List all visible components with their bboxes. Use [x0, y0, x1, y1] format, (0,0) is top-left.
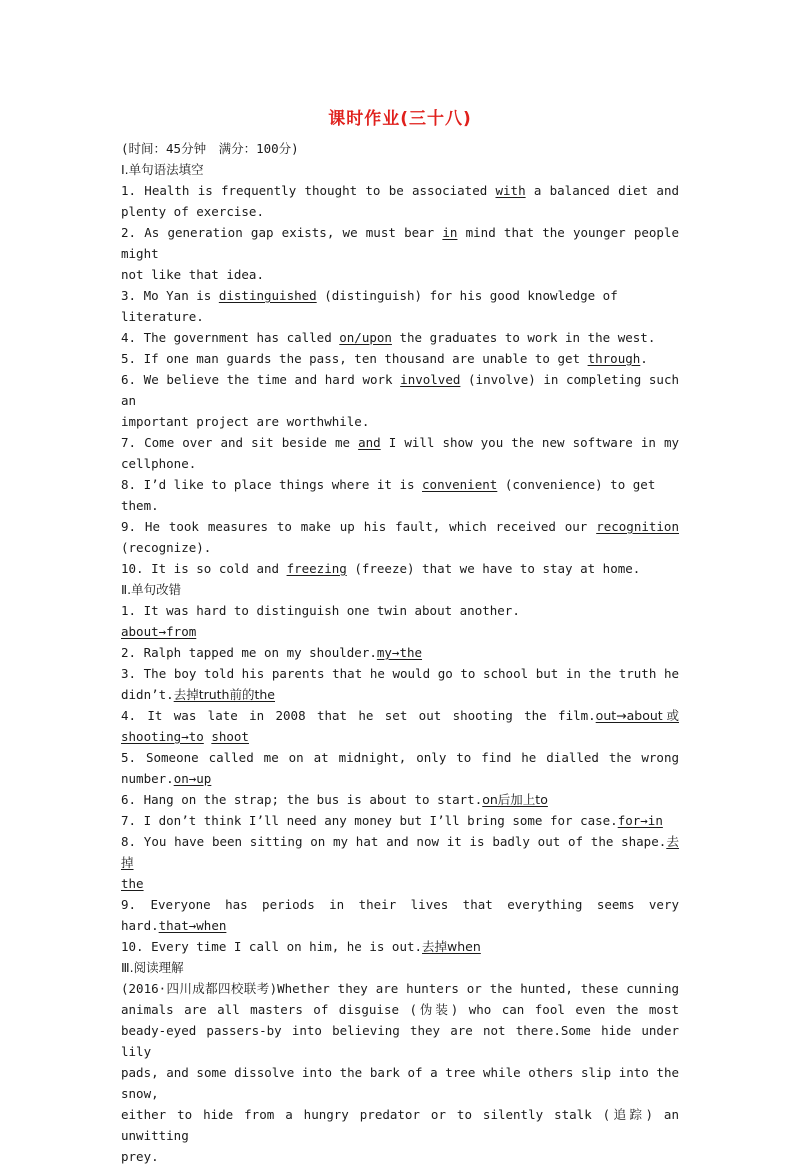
page-title: 课时作业(三十八) — [328, 109, 472, 129]
s2-q4-line1: 4. It was late in 2008 that he set out shooting the film.out→about或 — [121, 708, 679, 723]
s2-q8-line2 — [121, 873, 679, 894]
s1-q6-line1: 6. We believe the time and hard work involved (involve) in completing such an — [121, 372, 679, 408]
answer: on后加上to — [482, 792, 548, 807]
s2-q5-line1: 5. Someone called me on at midnight, only to find he dialled the wrong — [121, 750, 679, 765]
s2-q5-line2: number.on→up — [121, 771, 212, 786]
s1-q5: 5. If one man guards the pass, ten thousand are unable to get through. — [121, 351, 648, 366]
answer: 去掉truth前的the — [173, 687, 275, 702]
passage-line: beady-eyed passers-by into believing they are not there.Some hide under lily — [121, 1023, 679, 1059]
answer: shooting→to — [121, 729, 204, 744]
answer: in — [442, 225, 458, 240]
answer: the — [121, 876, 144, 891]
s1-q9-line2: (recognize). — [121, 540, 212, 555]
s1-q8: 8. I’d like to place things where it is convenient (convenience) to get them. — [121, 477, 656, 513]
s1-q6-line2: important project are worthwhile. — [121, 414, 370, 429]
answer: on/upon — [339, 330, 392, 345]
s1-q7-line2: cellphone. — [121, 456, 197, 471]
answer: on→up — [173, 771, 212, 786]
answer: 去掉 — [121, 834, 679, 870]
s2-q9-line1: 9. Everyone has periods in their lives that everything seems very — [121, 897, 679, 912]
s2-q2: 2. Ralph tapped me on my shoulder.my→the — [121, 645, 423, 660]
section-2-heading: Ⅱ.单句改错 — [121, 582, 182, 597]
answer: my→the — [376, 645, 423, 660]
section-3-heading: Ⅲ.阅读理解 — [121, 960, 184, 975]
passage-line: (2016·四川成都四校联考)Whether they are hunters or the hunted, these cunning — [121, 981, 679, 996]
answer: recognition — [596, 519, 679, 534]
answer: and — [358, 435, 381, 450]
s2-q6: 6. Hang on the strap; the bus is about to start.on后加上to — [121, 792, 548, 807]
s1-q9-line1: 9. He took measures to make up his fault, which received our recognition — [121, 519, 679, 534]
s1-q10: 10. It is so cold and freezing (freeze) that we have to stay at home. — [121, 561, 641, 576]
s1-q4: 4. The government has called on/upon the graduates to work in the west. — [121, 330, 656, 345]
answer: involved — [400, 372, 461, 387]
answer: distinguished — [218, 288, 317, 303]
passage-line: either to hide from a hungry predator or to silently stalk (追踪) an unwitting — [121, 1107, 679, 1143]
answer: out→about或 — [595, 708, 679, 723]
passage-line: pads, and some dissolve into the bark of a tree while others slip into the snow, — [121, 1065, 679, 1101]
s2-q1-line2 — [121, 621, 679, 642]
answer: through — [587, 351, 641, 366]
answer: for→in — [617, 813, 663, 828]
answer: freezing — [286, 561, 347, 576]
answer: shoot — [211, 729, 249, 744]
s1-q1-line1: 1. Health is frequently thought to be associated with a balanced diet and — [121, 183, 679, 198]
s1-q2-line2: not like that idea. — [121, 267, 264, 282]
s2-q4-line2 — [121, 726, 679, 747]
s1-q7-line1: 7. Come over and sit beside me and I will show you the new software in my — [121, 435, 680, 450]
section-1-heading: Ⅰ.单句语法填空 — [121, 162, 204, 177]
answer: convenient — [422, 477, 498, 492]
s1-q3: 3. Mo Yan is distinguished (distinguish) for his good knowledge of literature. — [121, 288, 618, 324]
worksheet-page — [121, 104, 679, 1167]
s2-q1-line1: 1. It was hard to distinguish one twin about another. — [121, 603, 520, 618]
s2-q7: 7. I don’t think I’ll need any money but I’ll bring some for case.for→in — [121, 813, 663, 828]
s1-q1-line2: plenty of exercise. — [121, 204, 264, 219]
answer: with — [495, 183, 526, 198]
answer: about→from — [121, 624, 197, 639]
s2-q9-line2: hard.that→when — [121, 918, 227, 933]
s1-q2-line1: 2. As generation gap exists, we must bear in mind that the younger people might — [121, 225, 679, 261]
answer: 去掉when — [422, 939, 481, 954]
s2-q3-line1: 3. The boy told his parents that he would go to school but in the truth he — [121, 666, 679, 681]
s2-q3-line2: didn’t.去掉truth前的the — [121, 687, 275, 702]
answer: that→when — [158, 918, 227, 933]
time-score-meta: (时间：45分钟 满分：100分) — [121, 141, 299, 156]
s2-q10: 10. Every time I call on him, he is out.去掉when — [121, 939, 481, 954]
passage-line: prey. — [121, 1149, 159, 1164]
passage-line: animals are all masters of disguise (伪装) who can fool even the most — [121, 1002, 679, 1017]
s2-q8-line1: 8. You have been sitting on my hat and now it is badly out of the shape.去掉 — [121, 834, 679, 870]
